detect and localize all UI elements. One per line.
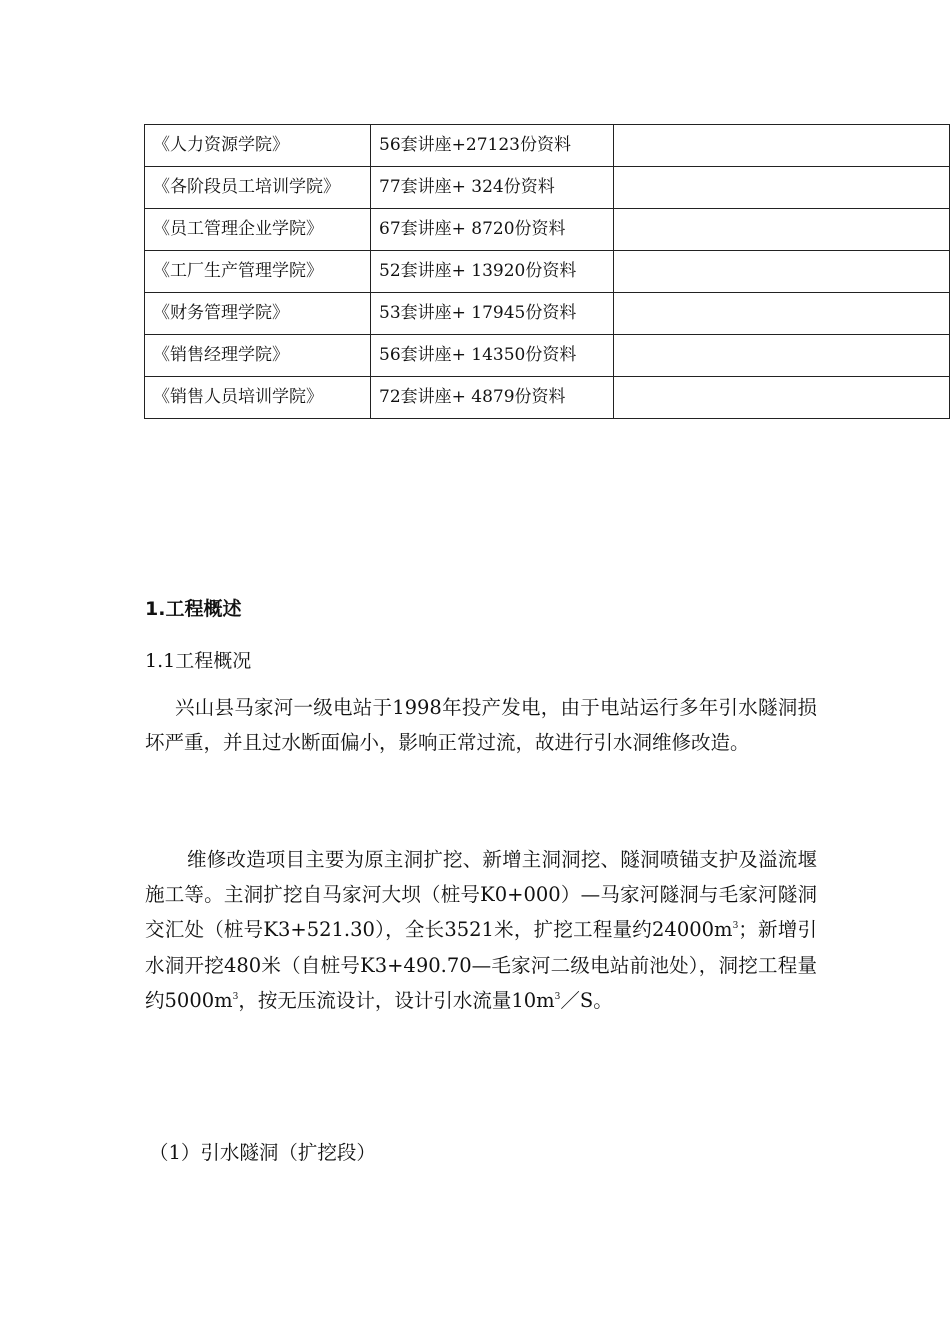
academy-content-cell: 56套讲座+ 14350份资料 bbox=[371, 335, 614, 377]
table-row bbox=[145, 209, 950, 251]
note-cell bbox=[614, 335, 950, 377]
paragraph-text: ／S。 bbox=[560, 988, 613, 1012]
academy-content-cell: 56套讲座+27123份资料 bbox=[371, 125, 614, 167]
section-heading: 1.工程概述 bbox=[145, 598, 242, 620]
note-cell bbox=[614, 293, 950, 335]
academy-content-cell: 77套讲座+ 324份资料 bbox=[371, 167, 614, 209]
paragraph-text: ，按无压流设计，设计引水流量10m bbox=[238, 988, 555, 1012]
academy-content-cell: 52套讲座+ 13920份资料 bbox=[371, 251, 614, 293]
paragraph-text: ；新增引水洞开挖480米（自桩号K3+490.70—毛家河二级电站前池处），洞挖工程量约5000m bbox=[145, 918, 817, 1012]
academy-name-cell: 《财务管理学院》 bbox=[145, 293, 371, 335]
superscript-3: 3 bbox=[554, 991, 561, 1002]
superscript-3: 3 bbox=[732, 921, 739, 932]
resource-table bbox=[144, 124, 950, 419]
note-cell bbox=[614, 209, 950, 251]
table-row bbox=[145, 167, 950, 209]
paragraph-text: 维修改造项目主要为原主洞扩挖、新增主洞洞挖、隧洞喷锚支护及溢流堰施工等。主洞扩挖自马家河大坝（桩号K0+000）—马家河隧洞与毛家河隧洞交汇处（桩号K3+521.30），全长3521米，扩挖工程量约24000m bbox=[145, 848, 817, 942]
table-row bbox=[145, 125, 950, 167]
academy-name-cell: 《人力资源学院》 bbox=[145, 125, 371, 167]
table-row bbox=[145, 251, 950, 293]
table-row bbox=[145, 377, 950, 419]
scope-paragraph bbox=[145, 842, 817, 1018]
academy-content-cell: 53套讲座+ 17945份资料 bbox=[371, 293, 614, 335]
superscript-3: 3 bbox=[232, 991, 239, 1002]
table-row bbox=[145, 293, 950, 335]
overview-paragraph: 兴山县马家河一级电站于1998年投产发电，由于电站运行多年引水隧洞损坏严重，并且过水断面偏小，影响正常过流，故进行引水洞维修改造。 bbox=[145, 696, 817, 755]
note-cell bbox=[614, 125, 950, 167]
note-cell bbox=[614, 167, 950, 209]
academy-name-cell: 《各阶段员工培训学院》 bbox=[145, 167, 371, 209]
academy-name-cell: 《工厂生产管理学院》 bbox=[145, 251, 371, 293]
note-cell bbox=[614, 251, 950, 293]
table-row bbox=[145, 335, 950, 377]
academy-name-cell: 《销售经理学院》 bbox=[145, 335, 371, 377]
academy-name-cell: 《员工管理企业学院》 bbox=[145, 209, 371, 251]
academy-content-cell: 67套讲座+ 8720份资料 bbox=[371, 209, 614, 251]
subsection-heading: 1.1工程概况 bbox=[145, 650, 252, 672]
note-cell bbox=[614, 377, 950, 419]
academy-content-cell: 72套讲座+ 4879份资料 bbox=[371, 377, 614, 419]
academy-name-cell: 《销售人员培训学院》 bbox=[145, 377, 371, 419]
item-heading: （1）引水隧洞（扩挖段） bbox=[149, 1141, 376, 1164]
